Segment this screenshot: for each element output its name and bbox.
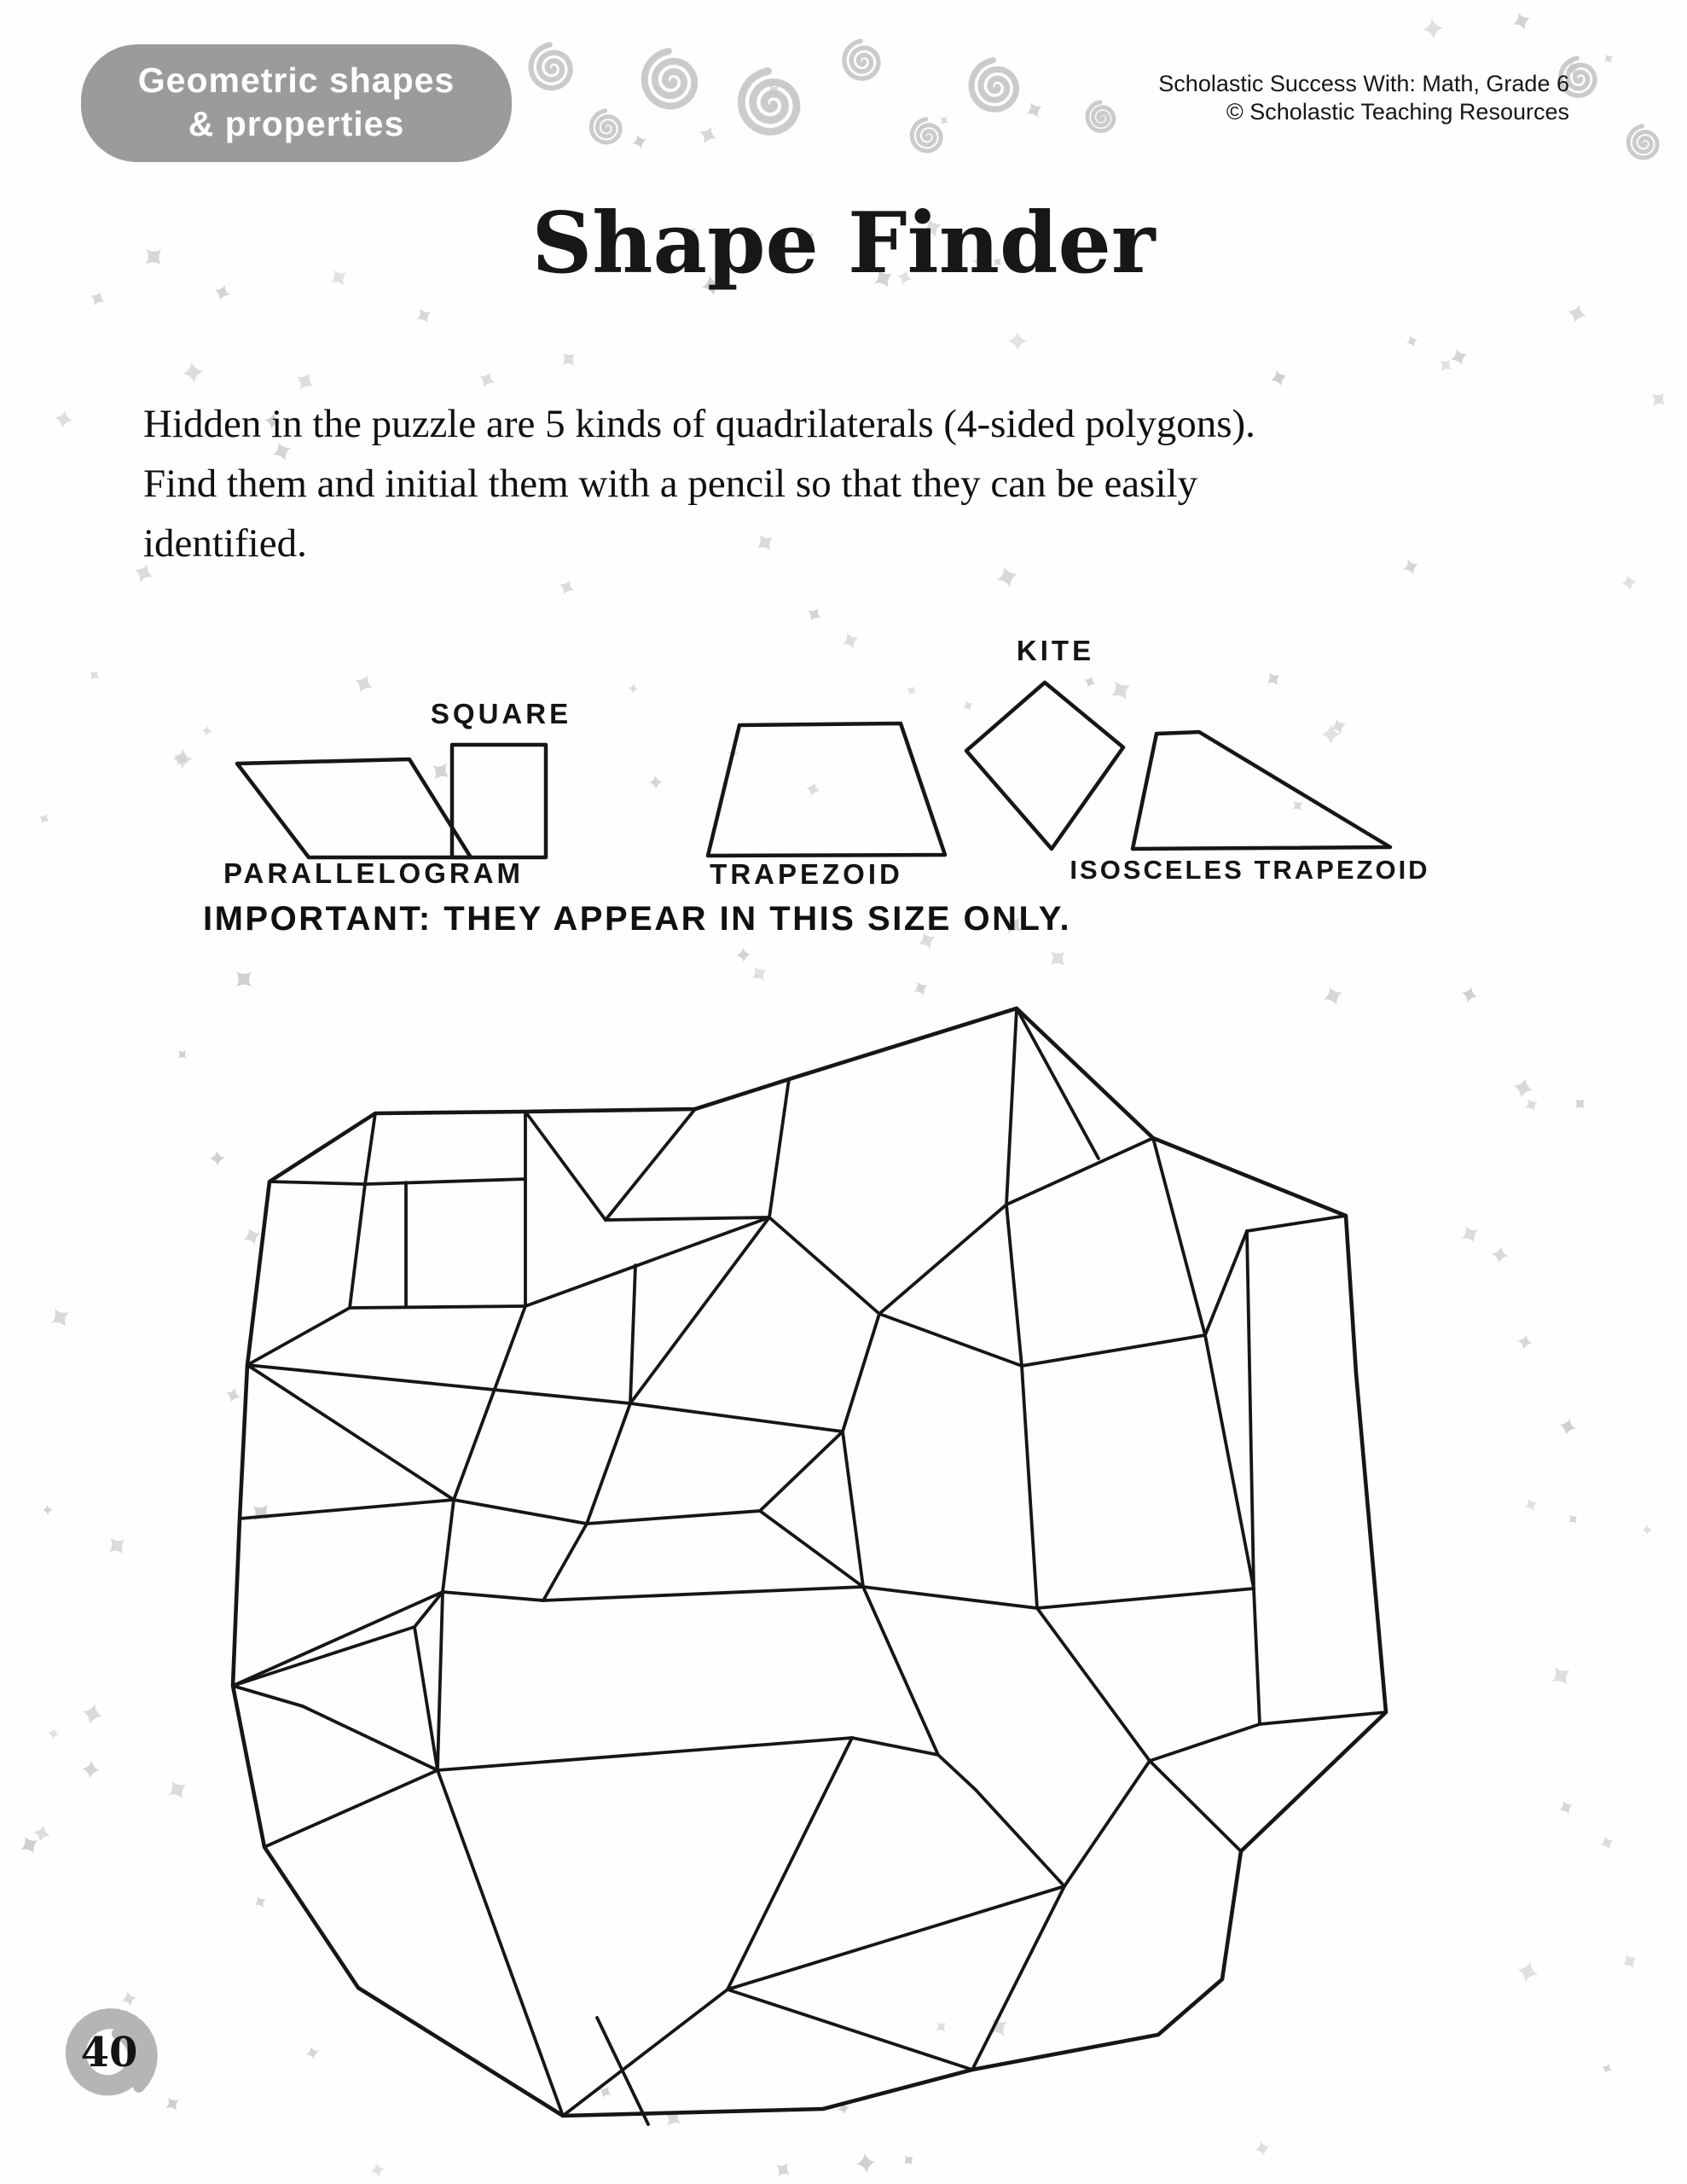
instructions-line2: Find them and initial them with a pencil so that they can be easily [143,462,1198,506]
page-title: Shape Finder [531,195,1156,293]
credit-line2: © Scholastic Teaching Resources [1226,99,1569,125]
instructions-paragraph [143,394,1255,573]
parallelogram-label: PARALLELOGRAM [223,857,525,889]
topic-badge-line1: Geometric shapes [137,61,455,100]
kite-figure [966,682,1123,849]
topic-badge [81,44,512,162]
important-note: IMPORTANT: THEY APPEAR IN THIS SIZE ONLY. [203,900,1072,938]
puzzle-outline [233,1008,1386,2116]
trapezoid-label: TRAPEZOID [710,858,903,890]
isosceles-trapezoid-label: ISOSCELES TRAPEZOID [1070,855,1430,885]
square-label: SQUARE [430,698,572,729]
instructions-line3: identified. [143,521,307,566]
isosceles_trapezoid-figure [1133,732,1390,849]
trapezoid-figure [708,723,945,856]
kite-label: KITE [1016,635,1095,666]
topic-badge-line2: & properties [188,104,405,143]
credit-line1: Scholastic Success With: Math, Grade 6 [1158,71,1569,96]
parallelogram-figure [237,759,471,857]
puzzle-mesh-drawing [233,1008,1386,2124]
instructions-line1: Hidden in the puzzle are 5 kinds of quadrilaterals (4-sided polygons). [143,402,1255,446]
square-figure [452,745,546,857]
example-shape-drawings [237,682,1390,857]
copyright-credits [1158,70,1569,126]
sparkle-marks [16,9,1671,2181]
page-number: 40 [80,2029,138,2077]
